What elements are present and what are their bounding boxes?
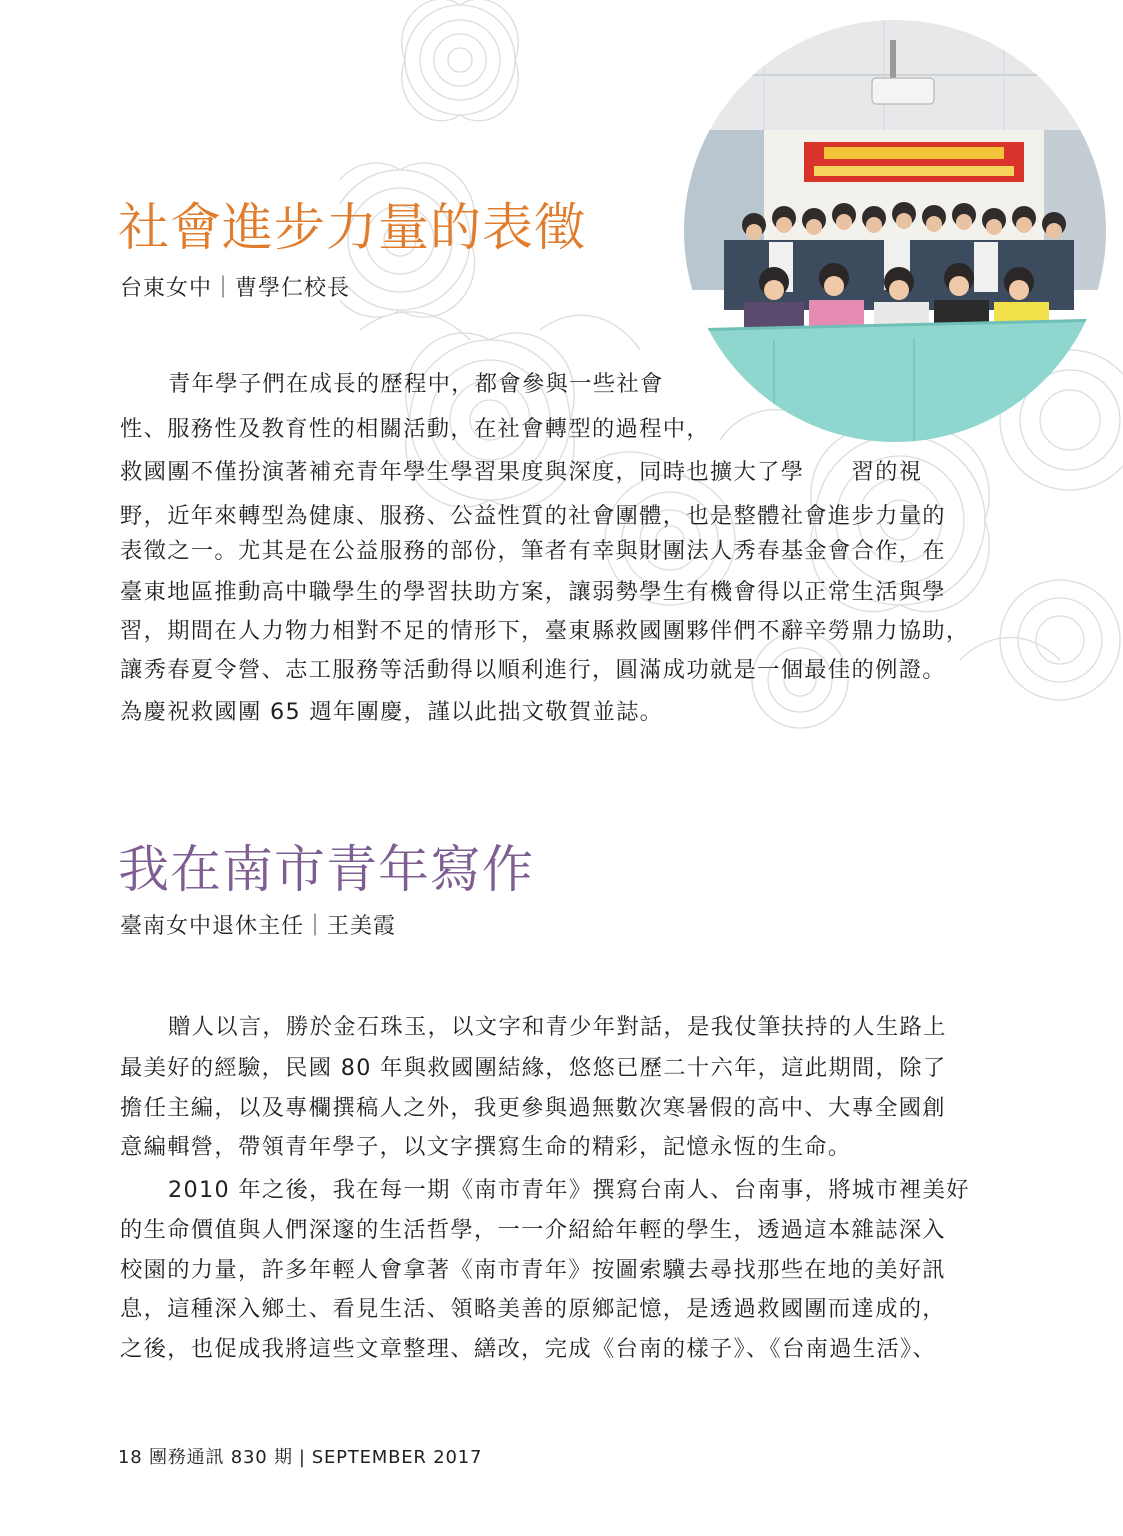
paragraph-line: 性、服務性及教育性的相關活動，在社會轉型的過程中， — [120, 416, 710, 442]
article-title: 我在南市青年寫作 — [118, 841, 535, 900]
paragraph-line: 最美好的經驗，民國 80 年與救國團結緣，悠悠已歷二十六年，這此期間，除了 — [120, 1055, 947, 1081]
group-photo-image — [684, 20, 1106, 442]
paragraph-line: 擔任主編，以及專欄撰稿人之外，我更參與過無數次寒暑假的高中、大專全國創 — [120, 1095, 946, 1121]
publication-name: 團務通訊 830 期 — [149, 1447, 293, 1468]
footer-separator: | — [298, 1447, 306, 1468]
paragraph-line: 野，近年來轉型為健康、服務、公益性質的社會團體，也是整體社會進步力量的 — [120, 503, 946, 529]
paragraph-line: 的生命價值與人們深邃的生活哲學，一一介紹給年輕的學生，透過這本雜誌深入 — [120, 1217, 946, 1243]
paragraph-line: 表徵之一。尤其是在公益服務的部份，筆者有幸與財團法人秀春基金會合作，在 — [120, 538, 946, 564]
article-title: 社會進步力量的表徵 — [118, 199, 587, 258]
paragraph-line: 臺東地區推動高中職學生的學習扶助方案，讓弱勢學生有機會得以正常生活與學 — [120, 579, 946, 605]
paragraph-line: 讓秀春夏令營、志工服務等活動得以順利進行，圓滿成功就是一個最佳的例證。 — [120, 657, 946, 683]
paragraph-line: 之後，也促成我將這些文章整理、繕改，完成《台南的樣子》、《台南過生活》、 — [120, 1336, 937, 1362]
paragraph-line: 救國團不僅扮演著補充青年學生學習果度與深度，同時也擴大了學 習的視 — [120, 459, 923, 485]
article-byline: 台東女中｜曹學仁校長 — [120, 276, 351, 301]
paragraph-line: 校園的力量，許多年輕人會拿著《南市青年》按圖索驥去尋找那些在地的美好訊 — [120, 1257, 946, 1283]
page-number: 18 — [118, 1447, 143, 1468]
paragraph-line: 贈人以言，勝於金石珠玉，以文字和青少年對話，是我仗筆扶持的人生路上 — [168, 1014, 947, 1040]
page-footer — [118, 1449, 482, 1467]
group-photo — [684, 20, 1106, 442]
paragraph-line: 青年學子們在成長的歷程中，都會參與一些社會 — [168, 371, 664, 397]
paragraph-line: 習，期間在人力物力相對不足的情形下，臺東縣救國團夥伴們不辭辛勞鼎力協助， — [120, 618, 970, 644]
paragraph-line: 意編輯營，帶領青年學子，以文字撰寫生命的精彩，記憶永恆的生命。 — [120, 1134, 852, 1160]
publication-date: SEPTEMBER 2017 — [311, 1447, 483, 1468]
paragraph-line: 2010 年之後，我在每一期《南市青年》撰寫台南人、台南事，將城市裡美好 — [168, 1177, 970, 1203]
paragraph-line: 為慶祝救國團 65 週年團慶，謹以此拙文敬賀並誌。 — [120, 699, 664, 725]
paragraph-line: 息，這種深入鄉土、看見生活、領略美善的原鄉記憶，是透過救國團而達成的， — [120, 1296, 946, 1322]
article-byline: 臺南女中退休主任｜王美霞 — [120, 914, 397, 939]
